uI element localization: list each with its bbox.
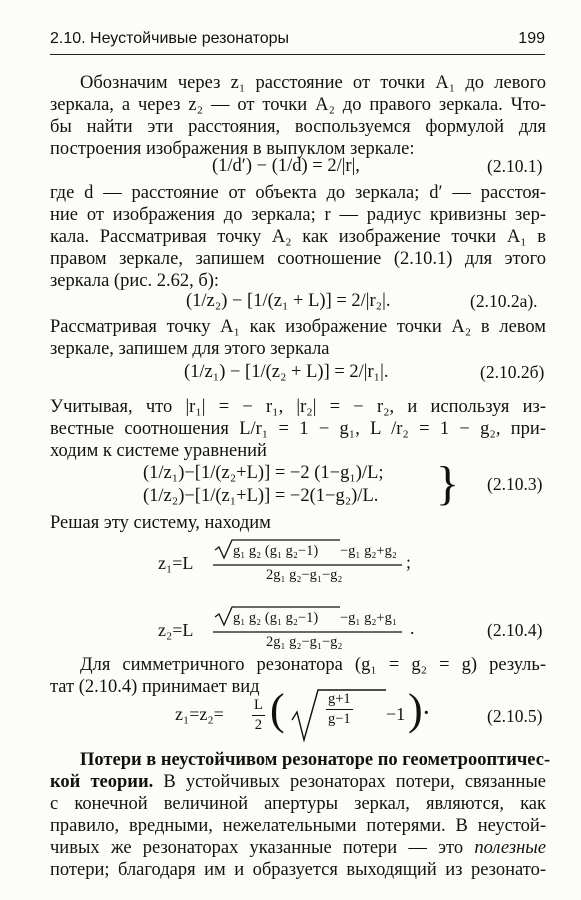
- text-line: Обозначим через z₁ расстояние от точки A₁ до левого: [80, 73, 546, 93]
- text-line: тат (2.10.4) принимает вид: [50, 677, 260, 697]
- equation-2-10-5-lhs: z₁=z₂=: [175, 704, 224, 724]
- text-line: где d — расстояние от объекта до зеркала; d′ — расстоя-: [50, 183, 546, 203]
- text-line: зеркала (рис. 2.62, б):: [50, 271, 220, 291]
- equation-number: (2.10.1): [487, 156, 543, 176]
- equation-2-10-2a: (1/z₂) − [1/(z₁ + L)] = 2/|r₂|.: [186, 291, 391, 311]
- text-line-bold: Потери в неустойчивом резонаторе по геометрооптичес-: [80, 750, 551, 770]
- equation-2-10-4-z2-num-rest: −g₁ g₂+g₁: [340, 610, 397, 626]
- fraction-l-over-2: $\frac{L}{2}$: [254, 697, 263, 733]
- equation-number: (2.10.2б): [480, 362, 545, 382]
- equation-number: (2.10.2а).: [470, 291, 538, 311]
- text-line: зеркале, запишем для этого зеркала: [50, 339, 330, 359]
- equation-2-10-4-z2-lhs: z₂=L: [158, 620, 194, 640]
- equation-2-10-4-z2-root: g₁ g₂ (g₁ g₂−1): [233, 610, 319, 626]
- text-line: правило, вредными, нежелательными потерями. В неустой-: [50, 816, 546, 836]
- equation-2-10-4-z1-root: g₁ g₂ (g₁ g₂−1): [233, 543, 319, 559]
- section-title: 2.10. Неустойчивые резонаторы: [50, 30, 290, 47]
- punctuation: .: [410, 618, 415, 638]
- equation-2-10-3-line2: (1/z₂)−[1/(z₁+L)] = −2(1−g₂)/L.: [143, 486, 379, 506]
- text-line: кала. Рассматривая точку A₂ как изображение точки A₁ в: [50, 227, 546, 247]
- equation-2-10-4-z2-den: 2g₁ g₂−g₁−g₂: [266, 634, 343, 650]
- equation-2-10-2b: (1/z₁) − [1/(z₂ + L)] = 2/|r₁|.: [184, 362, 389, 382]
- equation-2-10-4-z1-num-rest: −g₁ g₂+g₂: [340, 543, 397, 559]
- dot: ·: [423, 702, 430, 724]
- text-line: вестные соотношения L/r₁ = 1 − g₁, L /r₂ = 1 − g₂, при-: [50, 419, 546, 439]
- text-line: потери; благодаря им и образуется выходящий из резонато-: [50, 860, 546, 880]
- page-number: 199: [518, 30, 545, 47]
- equation-2-10-1: (1/d′) − (1/d) = 2/|r|,: [212, 156, 360, 176]
- text-line: ние от изображения до зеркала; r — радиус кривизны зер-: [50, 205, 546, 225]
- text-line: бы найти эти расстояния, воспользуемся формулой для: [50, 117, 546, 137]
- text-line: зеркала, а через z₂ — от точки A₂ до правого зеркала. Что-: [50, 95, 546, 115]
- equation-2-10-4-z1-den: 2g₁ g₂−g₁−g₂: [266, 567, 343, 583]
- text-line: Для симметричного резонатора (g₁ = g₂ = g) резуль-: [80, 655, 546, 675]
- fraction-g-plus1-over-g-minus1: $\frac{g+1}{g-1}$: [328, 691, 351, 727]
- equation-2-10-5-tail: −1: [386, 704, 406, 724]
- right-brace: }: [436, 457, 460, 510]
- equation-number: (2.10.4): [487, 620, 543, 640]
- text-line: Рассматривая точку A₁ как изображение точки A₂ в левом: [50, 317, 546, 337]
- equation-2-10-4-z1-lhs: z₁=L: [158, 553, 194, 573]
- equation-2-10-3-line1: (1/z₁)−[1/(z₂+L)] = −2 (1−g₁)/L;: [143, 463, 384, 483]
- text-line: чивых же резонаторах указанные потери — это полезные: [50, 838, 546, 858]
- text-line: с конечной величиной апертуры зеркал, являются, как: [50, 794, 546, 814]
- text-line: Решая эту систему, находим: [50, 513, 271, 533]
- right-paren: ): [408, 685, 423, 734]
- text-line: построения изображения в выпуклом зеркале:: [50, 139, 415, 159]
- equation-number: (2.10.5): [487, 706, 543, 726]
- punctuation: ;: [406, 552, 412, 572]
- text-line: ходим к системе уравнений: [50, 441, 267, 461]
- text-line: кой теории. В устойчивых резонаторах потери, связанные: [50, 772, 546, 792]
- text-line: Учитывая, что |r₁| = − r₁, |r₂| = − r₂, и используя из-: [50, 397, 546, 417]
- left-paren: (: [270, 685, 285, 734]
- text-line: правом зеркале, запишем соотношение (2.10.1) для этого: [50, 249, 546, 269]
- equation-number: (2.10.3): [487, 474, 543, 494]
